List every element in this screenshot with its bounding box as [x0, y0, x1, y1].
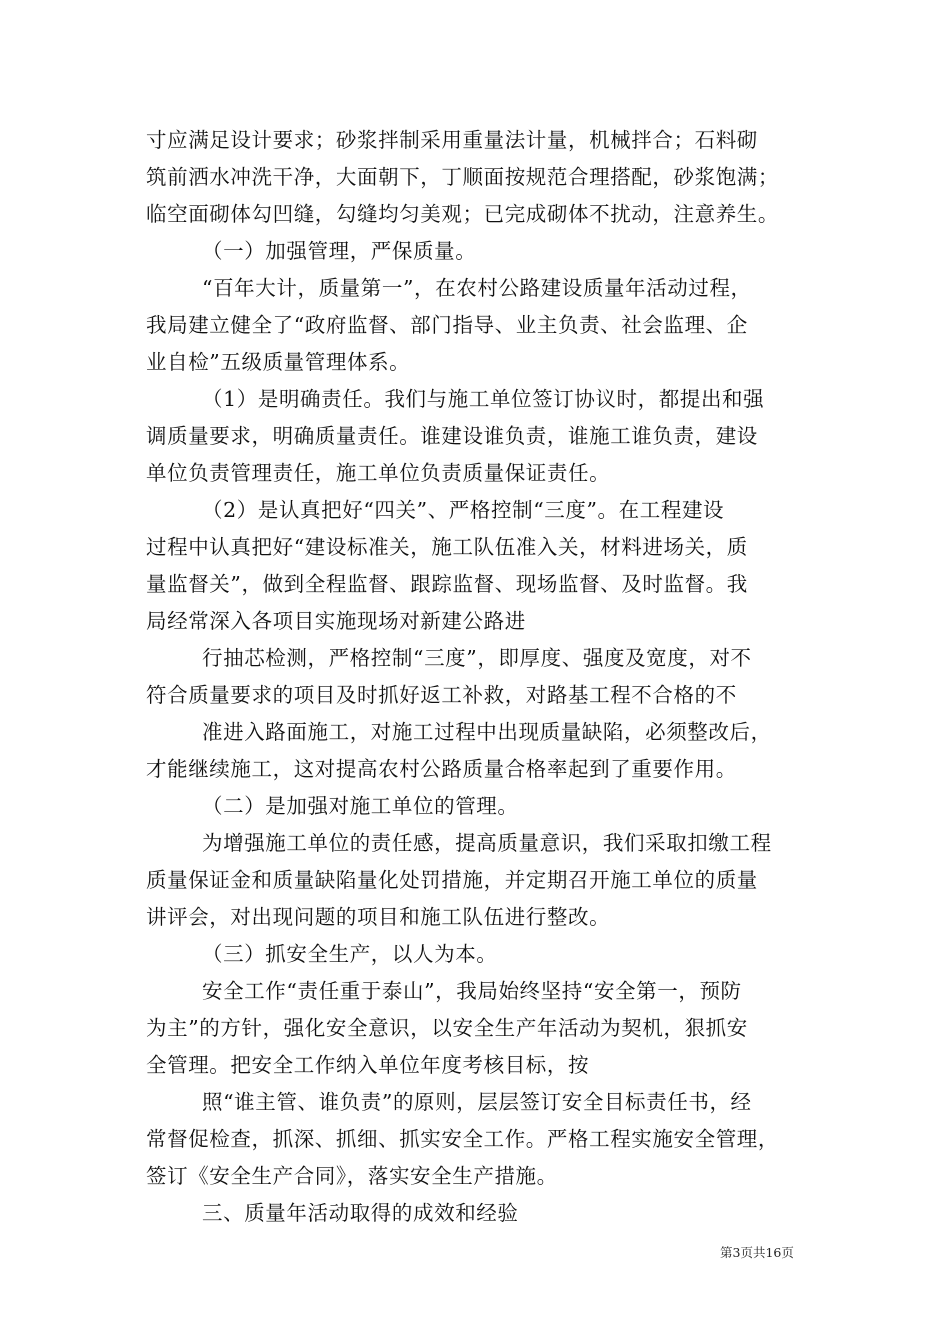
- text-line-27: 照“谁主管、谁负责”的原则，层层签订安全目标责任书，经: [202, 1090, 752, 1114]
- text-line-10: 单位负责管理责任，施工单位负责质量保证责任。: [146, 461, 611, 485]
- text-line-7: 业自检”五级质量管理体系。: [146, 350, 411, 374]
- text-line-8: （1）是明确责任。我们与施工单位签订协议时，都提出和强: [202, 387, 765, 411]
- text-line-6: 我局建立健全了“政府监督、部门指导、业主负责、社会监理、企: [146, 313, 748, 337]
- text-line-17: 准进入路面施工，对施工过程中出现质量缺陷，必须整改后，: [202, 720, 772, 744]
- text-line-11: （2）是认真把好“四关”、严格控制“三度”。在工程建设: [202, 498, 725, 522]
- section-heading-4: 三、质量年活动取得的成效和经验: [202, 1201, 519, 1225]
- text-line-25: 为主”的方针，强化安全意识，以安全生产年活动为契机，狠抓安: [146, 1016, 748, 1040]
- text-line-3: 临空面砌体勾凹缝，勾缝均匀美观；已完成砌体不扰动，注意养生。: [146, 202, 779, 226]
- section-heading-1: （一）加强管理，严保质量。: [202, 239, 477, 263]
- section-heading-2: （二）是加强对施工单位的管理。: [202, 794, 519, 818]
- text-line-20: 为增强施工单位的责任感，提高质量意识，我们采取扣缴工程: [202, 831, 772, 855]
- page-number: 第3页共16页: [720, 1245, 794, 1260]
- text-line-2: 筑前洒水冲洗干净，大面朝下，丁顺面按规范合理搭配，砂浆饱满；: [146, 165, 779, 189]
- text-line-21: 质量保证金和质量缺陷量化处罚措施，并定期召开施工单位的质量: [146, 868, 758, 892]
- text-line-15: 行抽芯检测，严格控制“三度”，即厚度、强度及宽度，对不: [202, 646, 752, 670]
- text-line-12: 过程中认真把好“建设标准关，施工队伍准入关，材料进场关，质: [146, 535, 748, 559]
- text-line-5: “百年大计，质量第一”，在农村公路建设质量年活动过程，: [202, 276, 752, 300]
- text-line-1: 寸应满足设计要求；砂浆拌制采用重量法计量，机械拌合；石料砌: [146, 128, 758, 152]
- section-heading-3: （三）抓安全生产，以人为本。: [202, 942, 498, 966]
- text-line-26: 全管理。把安全工作纳入单位年度考核目标，按: [146, 1053, 590, 1077]
- text-line-16: 符合质量要求的项目及时抓好返工补救，对路基工程不合格的不: [146, 683, 737, 707]
- text-line-29: 签订《安全生产合同》，落实安全生产措施。: [146, 1164, 558, 1188]
- text-line-22: 讲评会，对出现问题的项目和施工队伍进行整改。: [146, 905, 611, 929]
- text-line-9: 调质量要求，明确质量责任。谁建设谁负责，谁施工谁负责，建设: [146, 424, 758, 448]
- text-line-24: 安全工作“责任重于泰山”，我局始终坚持“安全第一，预防: [202, 979, 742, 1003]
- text-line-28: 常督促检查，抓深、抓细、抓实安全工作。严格工程实施安全管理，: [146, 1127, 779, 1151]
- text-line-18: 才能继续施工，这对提高农村公路质量合格率起到了重要作用。: [146, 757, 737, 781]
- text-line-13: 量监督关”，做到全程监督、跟踪监督、现场监督、及时监督。我: [146, 572, 748, 596]
- text-line-14: 局经常深入各项目实施现场对新建公路进: [146, 609, 526, 633]
